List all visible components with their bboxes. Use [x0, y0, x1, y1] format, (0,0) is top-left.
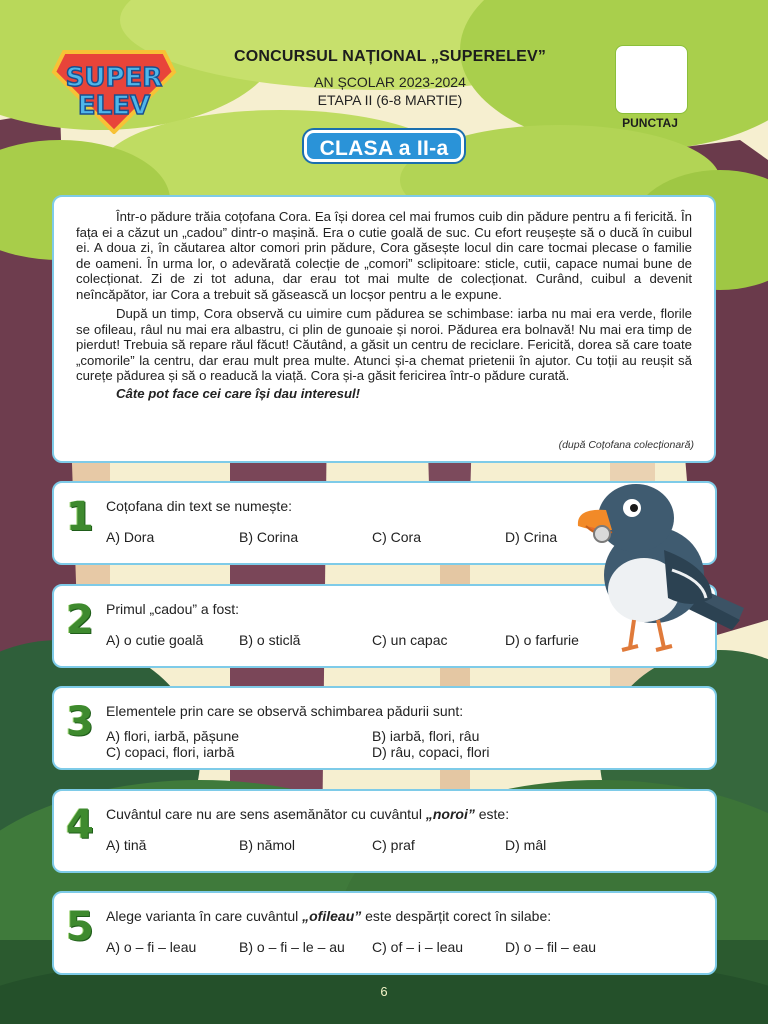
- question-prompt: Coțofana din text se numește:: [106, 498, 292, 514]
- contest-stage: ETAPA II (6-8 MARTIE): [317, 92, 463, 108]
- option-c[interactable]: C) praf: [372, 837, 415, 853]
- question-prompt: [106, 908, 551, 924]
- option-a[interactable]: A) tină: [106, 837, 147, 853]
- option-c[interactable]: C) copaci, flori, iarbă: [106, 744, 235, 760]
- question-prompt: Primul „cadou” a fost:: [106, 601, 240, 617]
- option-b[interactable]: B) o sticlă: [239, 632, 301, 648]
- prompt-start: Alege varianta în care cuvântul: [106, 908, 303, 924]
- question-3: [52, 686, 717, 770]
- magpie-illustration: [572, 480, 748, 660]
- option-c[interactable]: C) Cora: [372, 529, 422, 545]
- option-d[interactable]: D) Crina: [505, 529, 558, 545]
- question-prompt: [106, 806, 509, 822]
- score-label: PUNCTAJ: [622, 116, 678, 130]
- option-a[interactable]: A) flori, iarbă, pășune: [106, 728, 240, 744]
- prompt-keyword: „noroi”: [425, 806, 475, 822]
- question-number: 1: [66, 494, 94, 540]
- class-badge: CLASA a II-a: [304, 130, 464, 162]
- school-year: AN ȘCOLAR 2023-2024: [314, 74, 466, 90]
- question-number: 5: [66, 904, 94, 950]
- contest-header: [190, 48, 590, 108]
- option-b[interactable]: B) Corina: [239, 529, 299, 545]
- question-number: 3: [66, 699, 94, 745]
- prompt-start: Cuvântul care nu are sens asemănător cu cuvântul: [106, 806, 426, 822]
- story-paragraph-1: Într-o pădure trăia coțofana Cora. Ea își dorea cel mai frumos cuib din pădure pentru a fi fericită. În fața ei a căzut un „cadou” dintr-o mașină. Era o cutie goală de suc. Cu efort reușește să o ducă în cuibul ei. A doua zi, în căutarea altor comori prin pădure, Cora găsește locul din care tocmai plecase o familie de oameni. În urma lor, o adevărată colecție de „comori” sclipitoare: sticle, cutii, capace numai bune de colecționat. Zi de zi tot aduna, dar erau tot mai multe de colecționat. Curând, cuibul a devenit neîncăpător, iar Cora a trebuit să găsească un locșor pentru a le expune.: [76, 209, 692, 302]
- score-box[interactable]: [615, 45, 688, 114]
- option-b[interactable]: B) iarbă, flori, râu: [372, 728, 480, 744]
- question-number: 2: [66, 597, 94, 643]
- option-d[interactable]: D) mâl: [505, 837, 547, 853]
- option-a[interactable]: A) Dora: [106, 529, 155, 545]
- question-4: [52, 789, 717, 873]
- story-paragraph-2: După un timp, Cora observă cu uimire cum pădurea se schimbase: iarba nu mai era verde, florile se ofileau, râul nu mai era albastru, ci plin de gunoaie și noroi. Pădurea era bolnavă! Nu mai era timp de pierdut! Trebuia să repare răul făcut! Căutând, a găsit un centru de reciclare. Fericită, dorea să care toate „comorile” la centru, dar erau mult prea multe. Atunci și-a chemat prietenii în ajutor. Cu toții au reușit să curețe pădurea și să o readucă la viață. Cora și-a găsit fericirea într-o pădure curată.: [76, 306, 692, 383]
- prompt-end: este despărțit corect în silabe:: [361, 908, 552, 924]
- option-b[interactable]: B) o – fi – le – au: [239, 939, 345, 955]
- story-source: (după Coțofana colecționară): [558, 438, 694, 451]
- contest-title: CONCURSUL NAȚIONAL „SUPERELEV”: [233, 48, 547, 65]
- option-b[interactable]: B) nămol: [239, 837, 296, 853]
- question-prompt: Elementele prin care se observă schimbarea pădurii sunt:: [106, 703, 464, 719]
- option-a[interactable]: A) o cutie goală: [106, 632, 204, 648]
- option-c[interactable]: C) un capac: [372, 632, 448, 648]
- option-d[interactable]: D) râu, copaci, flori: [372, 744, 490, 760]
- option-c[interactable]: C) of – i – leau: [372, 939, 464, 955]
- option-a[interactable]: A) o – fi – leau: [106, 939, 197, 955]
- logo-word-elev: ELEV: [77, 91, 151, 121]
- story-text-box: [52, 195, 716, 463]
- prompt-keyword: „ofileau”: [302, 908, 362, 924]
- superelev-logo: [50, 44, 178, 134]
- story-moral: Câte pot face cei care își dau interesul!: [116, 385, 361, 401]
- option-d[interactable]: D) o farfurie: [505, 632, 579, 648]
- page-number: 6: [380, 984, 388, 999]
- question-number: 4: [66, 802, 94, 848]
- prompt-end: este:: [474, 806, 510, 822]
- question-5: [52, 891, 717, 975]
- logo-word-super: SUPER: [65, 63, 163, 93]
- option-d[interactable]: D) o – fil – eau: [505, 939, 597, 955]
